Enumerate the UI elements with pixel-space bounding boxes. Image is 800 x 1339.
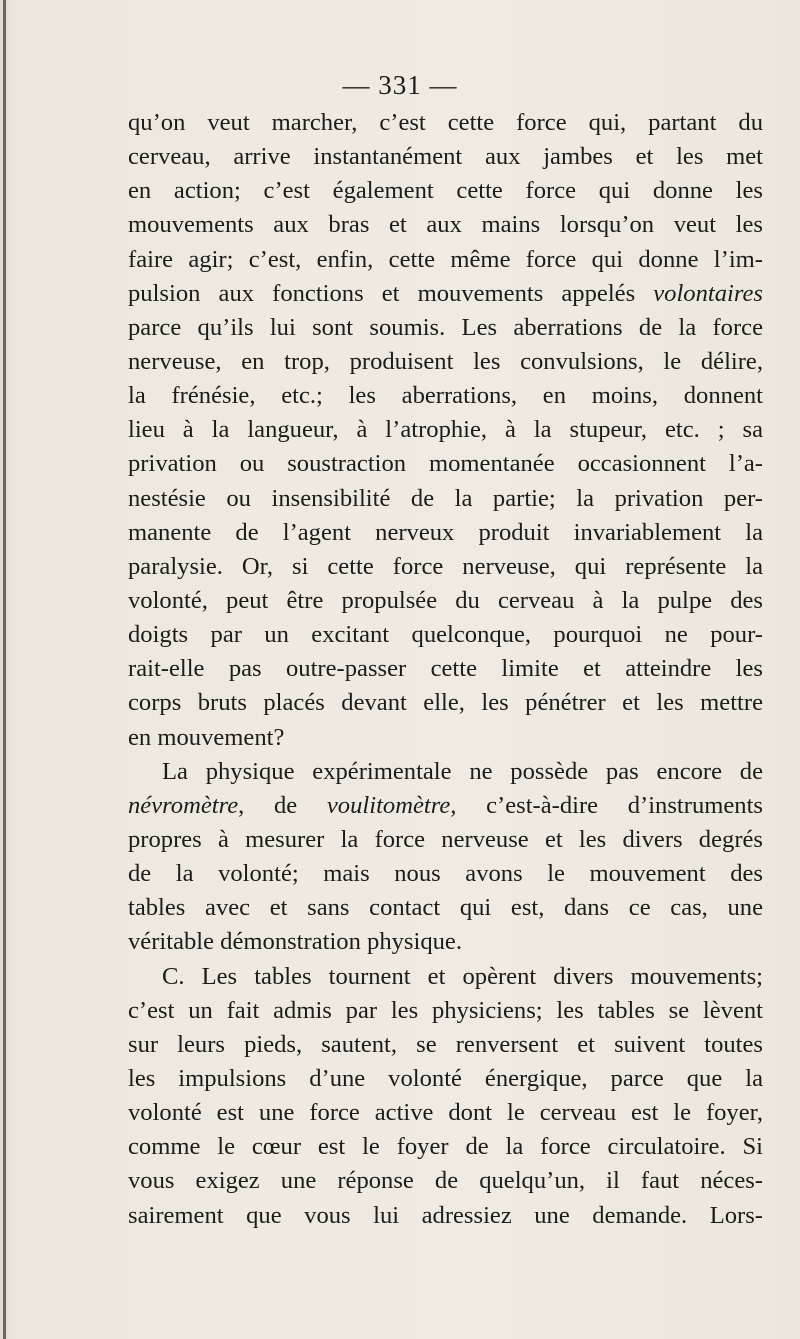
text-segment: c’est un fait admis par les physiciens; les tables se lèvent [128,996,763,1024]
text-line [128,550,763,584]
text-segment: en action; c’est également cette force qui donne les [128,177,763,205]
text-line [128,755,763,789]
text-segment: La physique expérimentale ne possède pas encore de [162,757,763,785]
text-segment: nerveuse, en trop, produisent les convulsions, le délire, [128,347,763,375]
text-segment: parce qu’ils lui sont soumis. Les aberrations de la force [128,313,763,341]
text-line [128,925,763,959]
text-line [128,311,763,345]
text-line [128,277,763,311]
text-line [128,994,763,1028]
text-line [128,345,763,379]
text-line [128,1028,763,1062]
text-segment: tables avec et sans contact qui est, dans ce cas, une [128,894,763,922]
text-segment: en mouvement? [128,723,285,751]
text-segment: propres à mesurer la force nerveuse et les divers degrés [128,825,763,853]
text-segment: mouvements aux bras et aux mains lorsqu’on veut les [128,211,763,239]
text-line [128,1164,763,1198]
text-segment: de la volonté; mais nous avons le mouvement des [128,860,763,888]
text-segment: véritable démonstration physique. [128,928,462,956]
text-line [128,1199,763,1233]
text-line [128,243,763,277]
text-line [128,106,763,140]
text-segment: vous exigez une réponse de quelqu’un, il faut néces- [128,1167,763,1195]
text-line [128,857,763,891]
text-segment: comme le cœur est le foyer de la force circulatoire. Si [128,1133,763,1161]
text-line [128,140,763,174]
text-line [128,1062,763,1096]
text-segment: sairement que vous lui adressiez une demande. Lors- [128,1201,763,1229]
text-line [128,482,763,516]
text-segment: manente de l’agent nerveux produit invariablement la [128,518,763,546]
text-segment: pulsion aux fonctions et mouvements appelés [128,279,654,307]
text-segment: c’est-à-dire d’instruments [456,791,763,819]
text-segment: privation ou soustraction momentanée occasionnent l’a- [128,450,763,478]
text-segment: , de [238,791,327,819]
text-line [128,516,763,550]
text-line [128,174,763,208]
page-body-text [128,106,763,1233]
text-segment: cerveau, arrive instantanément aux jambes et les met [128,143,763,171]
text-segment: faire agir; c’est, enfin, cette même force qui donne l’im- [128,245,763,273]
text-segment: volonté est une force active dont le cerveau est le foyer, [128,1099,763,1127]
text-segment: volonté, peut être propulsée du cerveau à la pulpe des [128,586,763,614]
text-line [128,1130,763,1164]
page-number: — 331 — [342,70,458,100]
text-line [128,891,763,925]
text-line [128,618,763,652]
text-segment: lieu à la langueur, à l’atrophie, à la stupeur, etc. ; sa [128,416,763,444]
text-segment: la frénésie, etc.; les aberrations, en moins, donnent [128,382,763,410]
text-segment: qu’on veut marcher, c’est cette force qui, partant du [128,109,763,136]
text-segment: C. Les tables tournent et opèrent divers mouvements; [162,962,763,990]
text-line [128,960,763,994]
text-line [128,584,763,618]
italic-text: névromètre [128,791,239,819]
text-segment: nestésie ou insensibilité de la partie; la privation per- [128,484,763,512]
text-segment: rait-elle pas outre-passer cette limite et atteindre les [128,655,763,683]
text-segment: sur leurs pieds, sautent, se renversent et suivent toutes [128,1030,763,1058]
text-line [128,686,763,720]
text-line [128,652,763,686]
text-line [128,789,763,823]
text-line [128,1096,763,1130]
text-line [128,208,763,242]
text-segment: corps bruts placés devant elle, les pénétrer et les mettre [128,689,763,717]
text-segment: paralysie. Or, si cette force nerveuse, qui représente la [128,552,763,580]
text-line [128,447,763,481]
text-line [128,413,763,447]
text-line [128,823,763,857]
text-line [128,721,763,755]
text-segment: doigts par un excitant quelconque, pourquoi ne pour- [128,621,763,649]
text-segment: les impulsions d’une volonté énergique, parce que la [128,1064,763,1092]
italic-text: voulitomètre, [326,791,457,819]
page-edge [3,0,6,1339]
italic-text: volontaires [653,279,763,307]
text-line [128,379,763,413]
